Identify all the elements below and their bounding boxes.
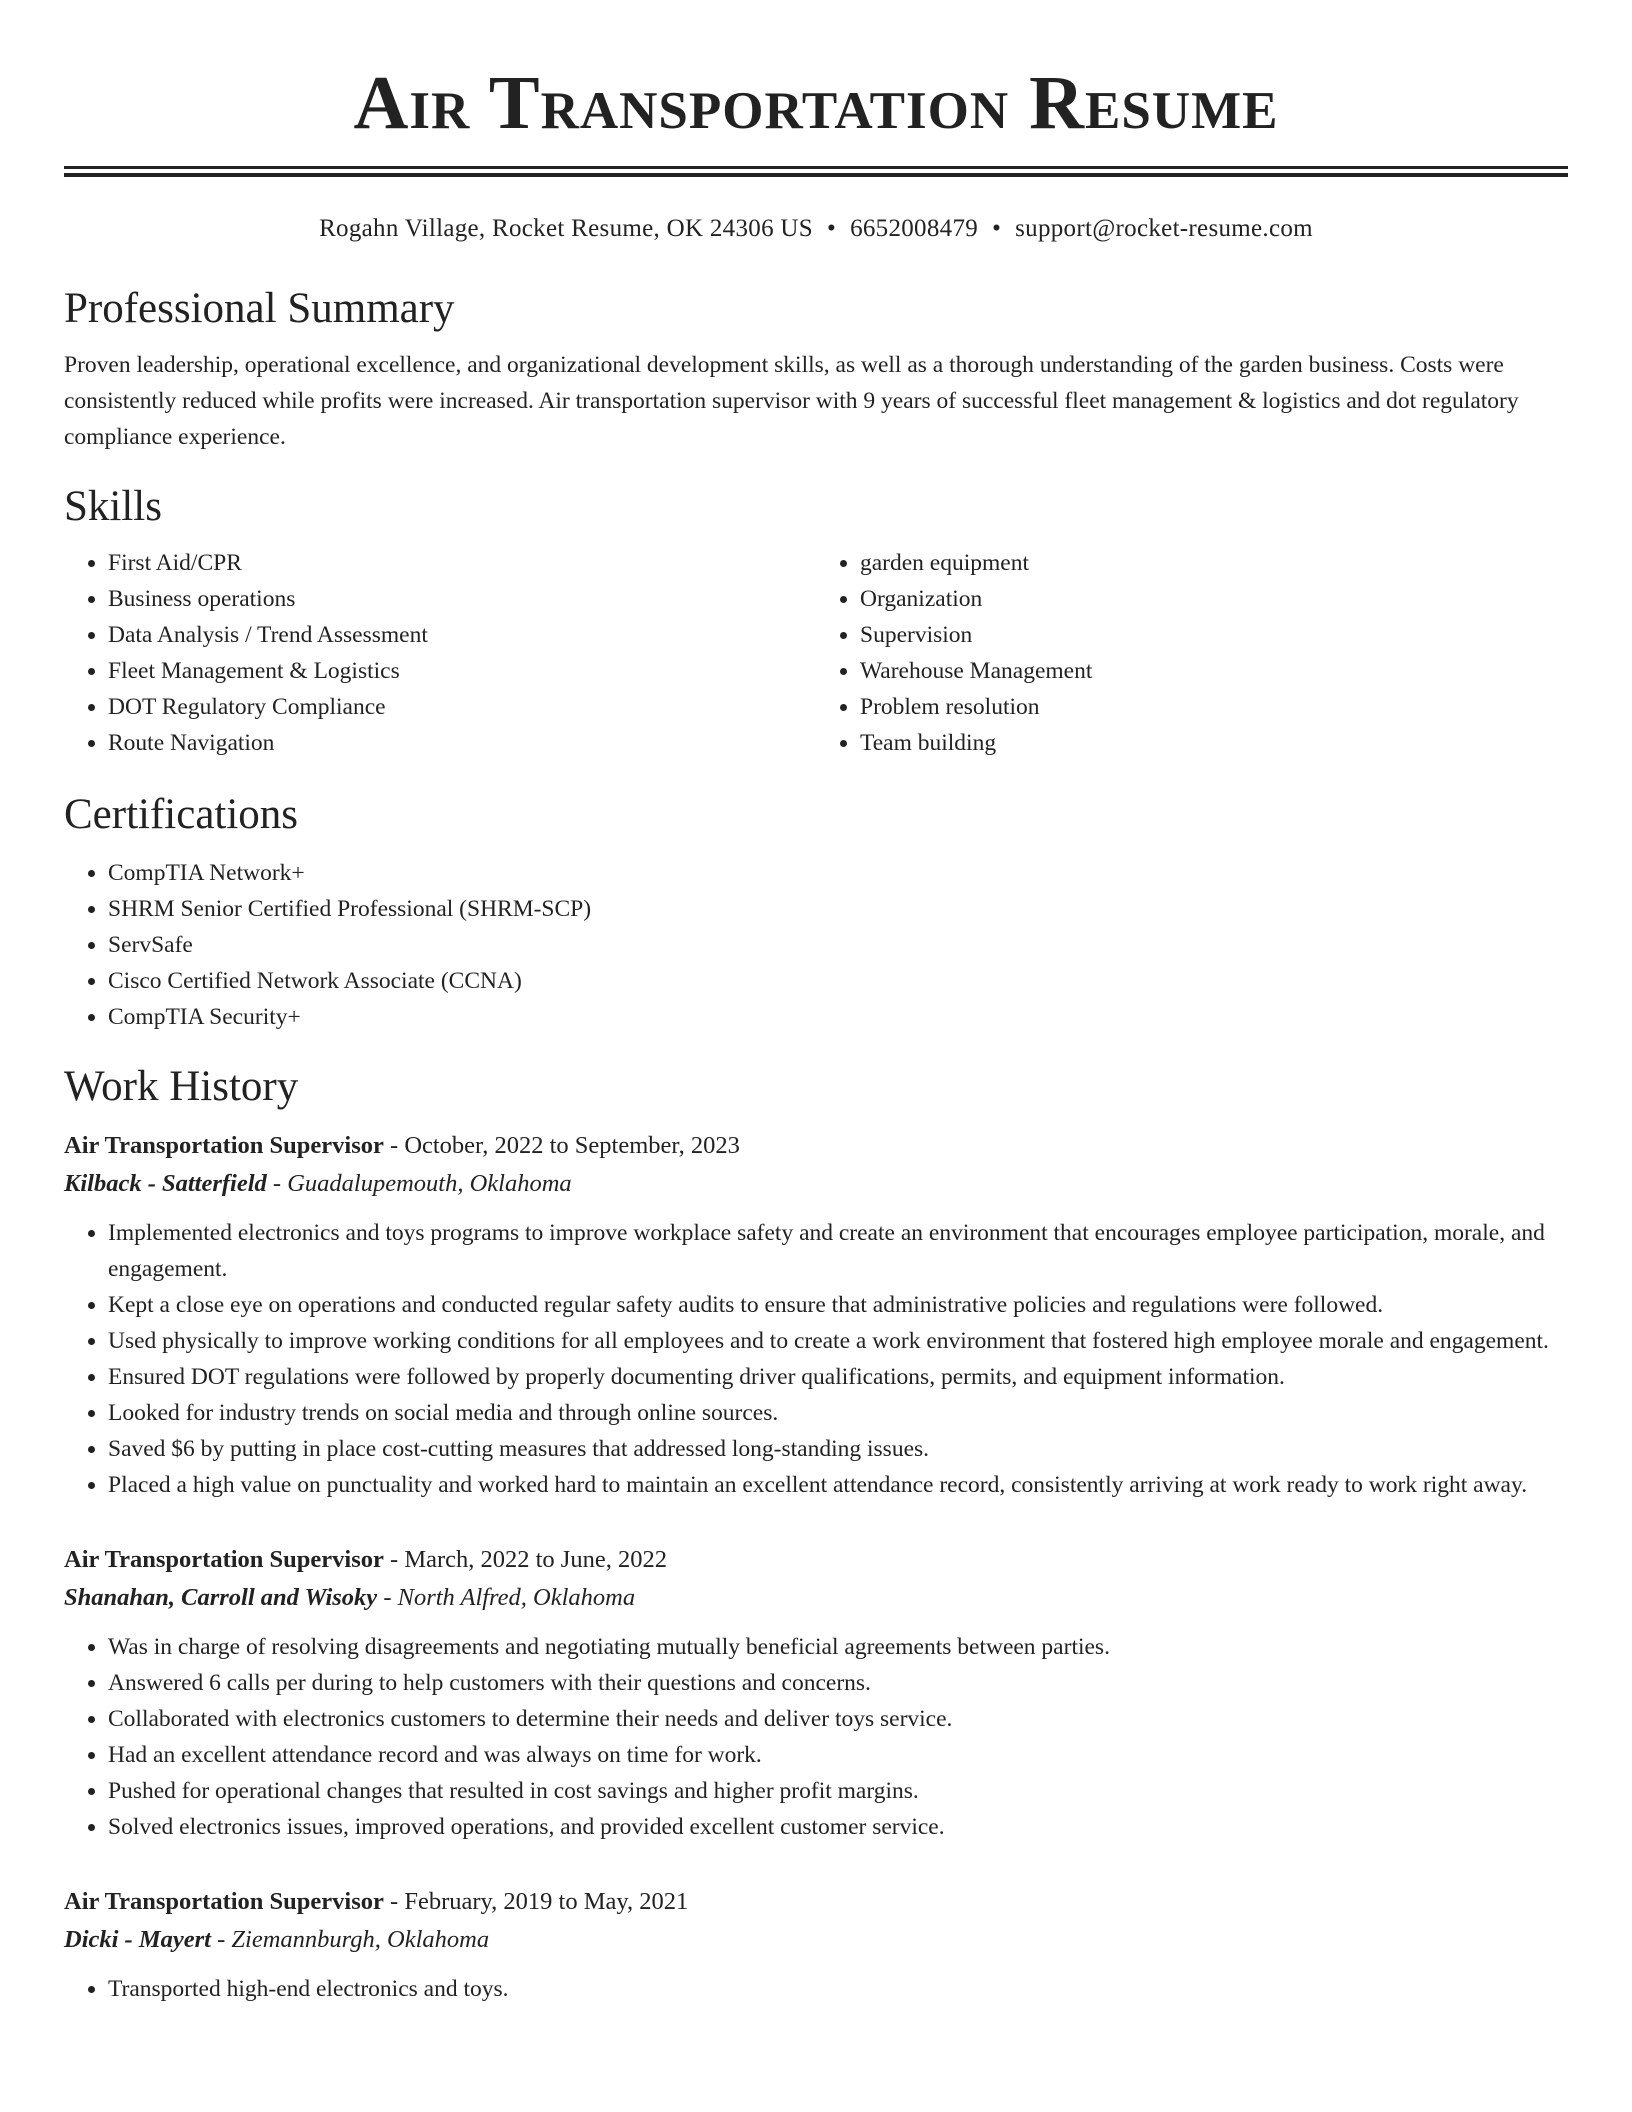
job-dash: - bbox=[383, 1888, 405, 1915]
job-dates: February, 2019 to May, 2021 bbox=[404, 1888, 689, 1915]
skills-columns bbox=[64, 545, 1568, 761]
work-history-section bbox=[64, 1061, 1568, 2007]
job-dash: - bbox=[383, 1132, 405, 1159]
certification-item: • CompTIA Network+ bbox=[108, 855, 1568, 891]
skill-item: • First Aid/CPR bbox=[108, 545, 816, 581]
job-location: Guadalupemouth, Oklahoma bbox=[287, 1170, 572, 1197]
contact-line bbox=[64, 213, 1568, 245]
job-dash: - bbox=[210, 1926, 232, 1953]
skill-item: • Fleet Management & Logistics bbox=[108, 653, 816, 689]
job-bullets bbox=[64, 1215, 1568, 1503]
job-bullet: • Was in charge of resolving disagreements and negotiating mutually beneficial agreements between parties. bbox=[108, 1629, 1568, 1665]
summary-text: Proven leadership, operational excellence, and organizational development skills, as well as a thorough understanding of the garden business. Costs were consistently reduced while profits were increased. Air transportation supervisor with 9 years of successful fleet management & logistics and dot regulatory compliance experience. bbox=[64, 352, 1519, 450]
job-bullets bbox=[64, 1629, 1568, 1845]
job-bullet: • Had an excellent attendance record and was always on time for work. bbox=[108, 1737, 1568, 1773]
job-title-line bbox=[64, 1883, 1568, 1921]
job-title: Air Transportation Supervisor bbox=[64, 1888, 384, 1915]
job-entry bbox=[64, 1883, 1568, 2007]
job-dates: October, 2022 to September, 2023 bbox=[404, 1132, 740, 1159]
job-title: Air Transportation Supervisor bbox=[64, 1546, 384, 1573]
contact-address: Rogahn Village, Rocket Resume, OK 24306 US bbox=[319, 215, 813, 242]
skill-item: • garden equipment bbox=[860, 545, 1568, 581]
job-company-line bbox=[64, 1579, 1568, 1617]
skills-section bbox=[64, 481, 1568, 761]
job-bullet: • Used physically to improve working conditions for all employees and to create a work environment that fostered high employee morale and engagement. bbox=[108, 1323, 1568, 1359]
job-company: Shanahan, Carroll and Wisoky bbox=[64, 1584, 378, 1611]
contact-separator: • bbox=[827, 215, 837, 242]
job-bullet: • Collaborated with electronics customers to determine their needs and deliver toys service. bbox=[108, 1701, 1568, 1737]
professional-summary-section bbox=[64, 283, 1568, 455]
certification-item: • Cisco Certified Network Associate (CCNA) bbox=[108, 963, 1568, 999]
job-entry bbox=[64, 1127, 1568, 1503]
skill-item: • DOT Regulatory Compliance bbox=[108, 689, 816, 725]
contact-email: support@rocket-resume.com bbox=[1015, 215, 1313, 242]
job-dates: March, 2022 to June, 2022 bbox=[404, 1546, 667, 1573]
skill-item: • Problem resolution bbox=[860, 689, 1568, 725]
job-location: Ziemannburgh, Oklahoma bbox=[231, 1926, 490, 1953]
job-bullet: • Looked for industry trends on social media and through online sources. bbox=[108, 1395, 1568, 1431]
job-entry bbox=[64, 1541, 1568, 1845]
job-bullet: • Kept a close eye on operations and conducted regular safety audits to ensure that administrative policies and regulations were followed. bbox=[108, 1287, 1568, 1323]
job-company-line bbox=[64, 1921, 1568, 1959]
job-title-line bbox=[64, 1541, 1568, 1579]
job-dash: - bbox=[377, 1584, 398, 1611]
job-bullets bbox=[64, 1971, 1568, 2007]
job-bullet: • Implemented electronics and toys programs to improve workplace safety and create an environment that encourages employee participation, morale, and engagement. bbox=[108, 1215, 1568, 1287]
contact-separator: • bbox=[992, 215, 1002, 242]
skill-item: • Business operations bbox=[108, 581, 816, 617]
certification-item: • CompTIA Security+ bbox=[108, 999, 1568, 1035]
skill-item: • Team building bbox=[860, 725, 1568, 761]
skill-item: • Supervision bbox=[860, 617, 1568, 653]
section-heading: Professional Summary bbox=[64, 285, 455, 332]
certification-item: • ServSafe bbox=[108, 927, 1568, 963]
job-bullet: • Answered 6 calls per during to help customers with their questions and concerns. bbox=[108, 1665, 1568, 1701]
title-divider bbox=[64, 166, 1568, 177]
section-heading: Certifications bbox=[64, 791, 299, 838]
skill-item: • Organization bbox=[860, 581, 1568, 617]
job-bullet: • Pushed for operational changes that resulted in cost savings and higher profit margins. bbox=[108, 1773, 1568, 1809]
job-bullet: • Saved $6 by putting in place cost-cutting measures that addressed long-standing issues. bbox=[108, 1431, 1568, 1467]
skills-list-left bbox=[64, 545, 816, 761]
certification-item: • SHRM Senior Certified Professional (SHRM-SCP) bbox=[108, 891, 1568, 927]
job-company: Kilback - Satterfield bbox=[64, 1170, 267, 1197]
section-heading: Work History bbox=[64, 1063, 299, 1110]
certifications-section bbox=[64, 789, 1568, 1035]
job-bullet: • Solved electronics issues, improved operations, and provided excellent customer service. bbox=[108, 1809, 1568, 1845]
contact-phone: 6652008479 bbox=[850, 215, 979, 242]
job-bullet: • Ensured DOT regulations were followed by properly documenting driver qualifications, permits, and equipment information. bbox=[108, 1359, 1568, 1395]
resume-title: Air Transportation Resume bbox=[353, 61, 1279, 145]
job-bullet: • Placed a high value on punctuality and worked hard to maintain an excellent attendance record, consistently arriving at work ready to work right away. bbox=[108, 1467, 1568, 1503]
skills-list-right bbox=[816, 545, 1568, 761]
job-company-line bbox=[64, 1165, 1568, 1203]
job-title-line bbox=[64, 1127, 1568, 1165]
skill-item: • Warehouse Management bbox=[860, 653, 1568, 689]
section-heading: Skills bbox=[64, 483, 162, 530]
certifications-list bbox=[64, 855, 1568, 1035]
skill-item: • Data Analysis / Trend Assessment bbox=[108, 617, 816, 653]
job-title: Air Transportation Supervisor bbox=[64, 1132, 384, 1159]
job-location: North Alfred, Oklahoma bbox=[397, 1584, 636, 1611]
job-bullet: • Transported high-end electronics and toys. bbox=[108, 1971, 1568, 2007]
job-dash: - bbox=[266, 1170, 288, 1197]
job-company: Dicki - Mayert bbox=[64, 1926, 211, 1953]
job-dash: - bbox=[383, 1546, 405, 1573]
skill-item: • Route Navigation bbox=[108, 725, 816, 761]
